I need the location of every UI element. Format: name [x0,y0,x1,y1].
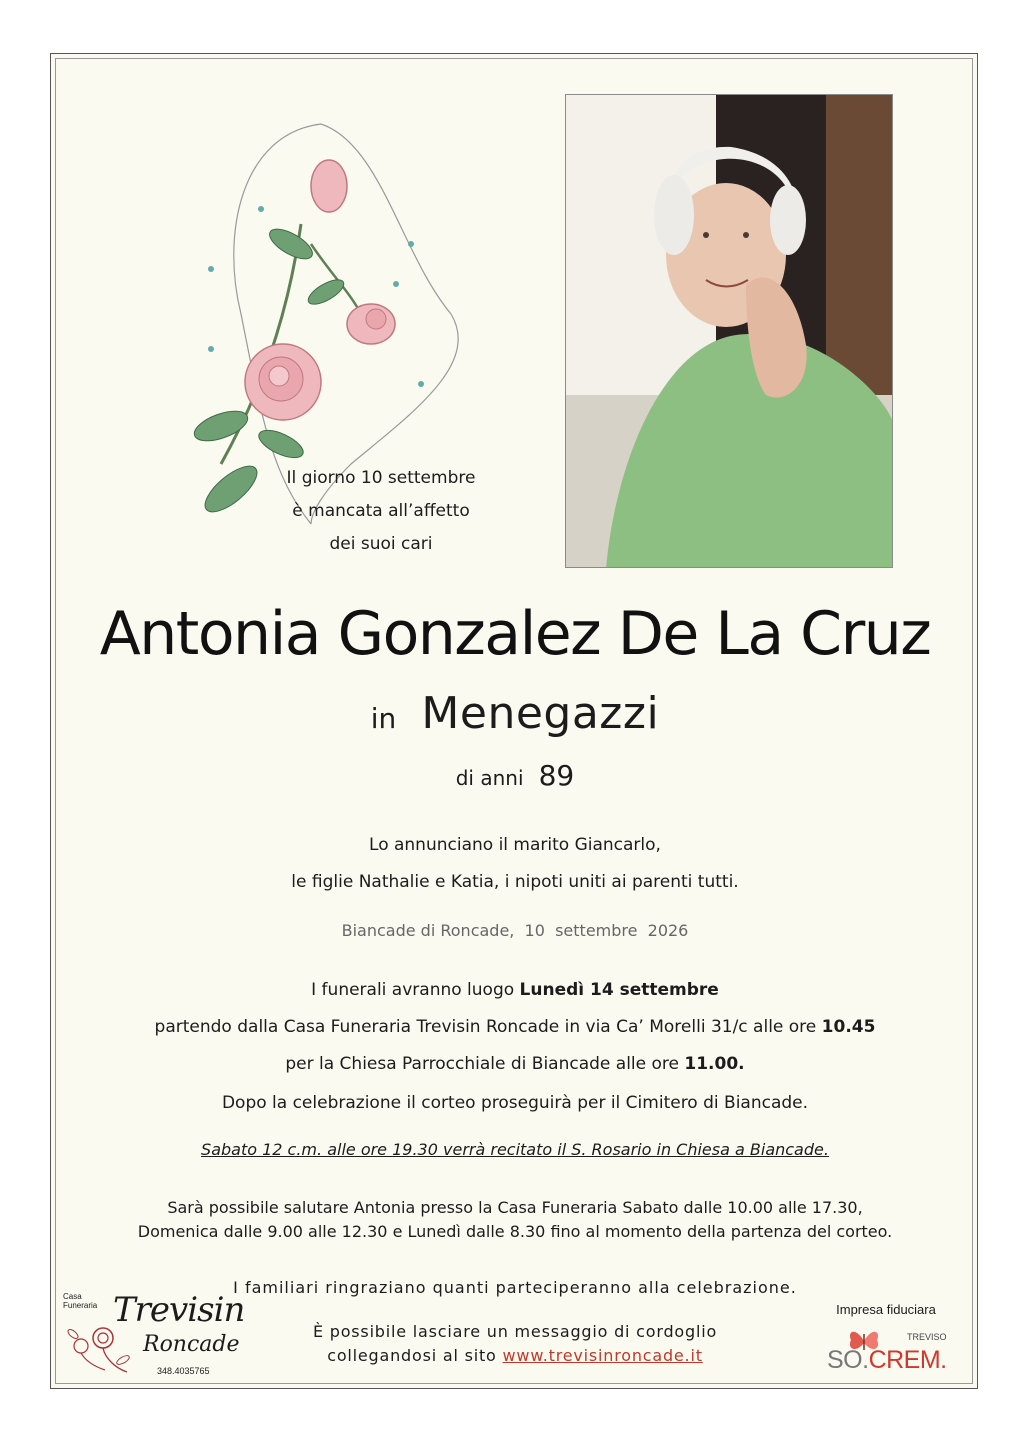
age-line [51,759,979,792]
funeral-details [51,972,979,1083]
intro-line: dei suoi cari [329,534,433,554]
funeral-text: per la Chiesa Parrocchiale di Biancade alle ore [285,1054,685,1074]
funeral-date: Lunedì 14 settembre [519,980,719,1000]
visit-line: Sarà possibile salutare Antonia presso la Casa Funeraria Sabato dalle 10.00 alle 17.30, [167,1198,863,1217]
thanks-line: I familiari ringraziano quanti parteciperanno alla celebrazione. [233,1278,797,1297]
announcement [51,827,979,901]
departure-time: 10.45 [821,1017,876,1037]
socrem-city: TREVISO [907,1332,947,1342]
funeral-line-3 [51,1046,979,1083]
rosary-text: Sabato 12 c.m. alle ore 19.30 verrà recitato il S. Rosario in Chiesa a Biancade. [201,1140,829,1159]
obituary-sheet [50,53,978,1389]
trevisin-logo [61,1292,251,1382]
logo-brand: Trevisin [113,1290,245,1330]
intro-line: è mancata all’affetto [292,501,470,521]
socrem-brand-a: SO. [827,1346,869,1374]
place-date-text: Biancade di Roncade, 10 settembre 2026 [341,921,689,940]
rose-logo-icon [65,1316,145,1376]
rosary-notice [51,1140,979,1159]
logo-small-text: Casa [63,1292,82,1301]
church-time: 11.00. [684,1054,745,1074]
visit-line: Domenica dalle 9.00 alle 12.30 e Lunedì dalle 8.30 fino al momento della partenza del corteo. [137,1222,893,1241]
married-name [51,688,979,739]
socrem-caption: Impresa fiduciara [836,1302,936,1317]
website-link[interactable]: www.trevisinroncade.it [502,1346,703,1365]
death-intro [251,462,511,561]
intro-line: Il giorno 10 settembre [286,468,476,488]
age-value: 89 [538,759,575,792]
announcement-line: Lo annunciano il marito Giancarlo, [369,835,661,855]
socrem-brand-b: CREM. [868,1346,947,1374]
logo-small-text: Funeraria [63,1301,98,1310]
logo-sub: Roncade [143,1332,240,1357]
deceased-name: Antonia Gonzalez De La Cruz [99,599,931,669]
portrait-photo [565,94,893,568]
married-surname: Menegazzi [421,688,660,739]
funeral-text: partendo dalla Casa Funeraria Trevisin Roncade in via Ca’ Morelli 31/c alle ore [154,1017,822,1037]
funeral-line-1 [51,972,979,1009]
place-date [51,921,979,940]
after-ceremony: Dopo la celebrazione il corteo proseguirà per il Cimitero di Biancade. [221,1093,809,1113]
visit-info [51,1196,979,1244]
funeral-line-2 [51,1009,979,1046]
message-text: collegandosi al sito [327,1346,503,1365]
message-line: È possibile lasciare un messaggio di cordoglio [312,1322,718,1341]
in-label: in [370,702,397,735]
age-label: di anni [455,766,524,790]
announcement-line: le figlie Nathalie e Katia, i nipoti uniti ai parenti tutti. [291,872,739,892]
socrem-logo [811,1302,961,1382]
logo-phone: 348.4035765 [157,1366,210,1376]
funeral-text: I funerali avranno luogo [311,980,520,1000]
